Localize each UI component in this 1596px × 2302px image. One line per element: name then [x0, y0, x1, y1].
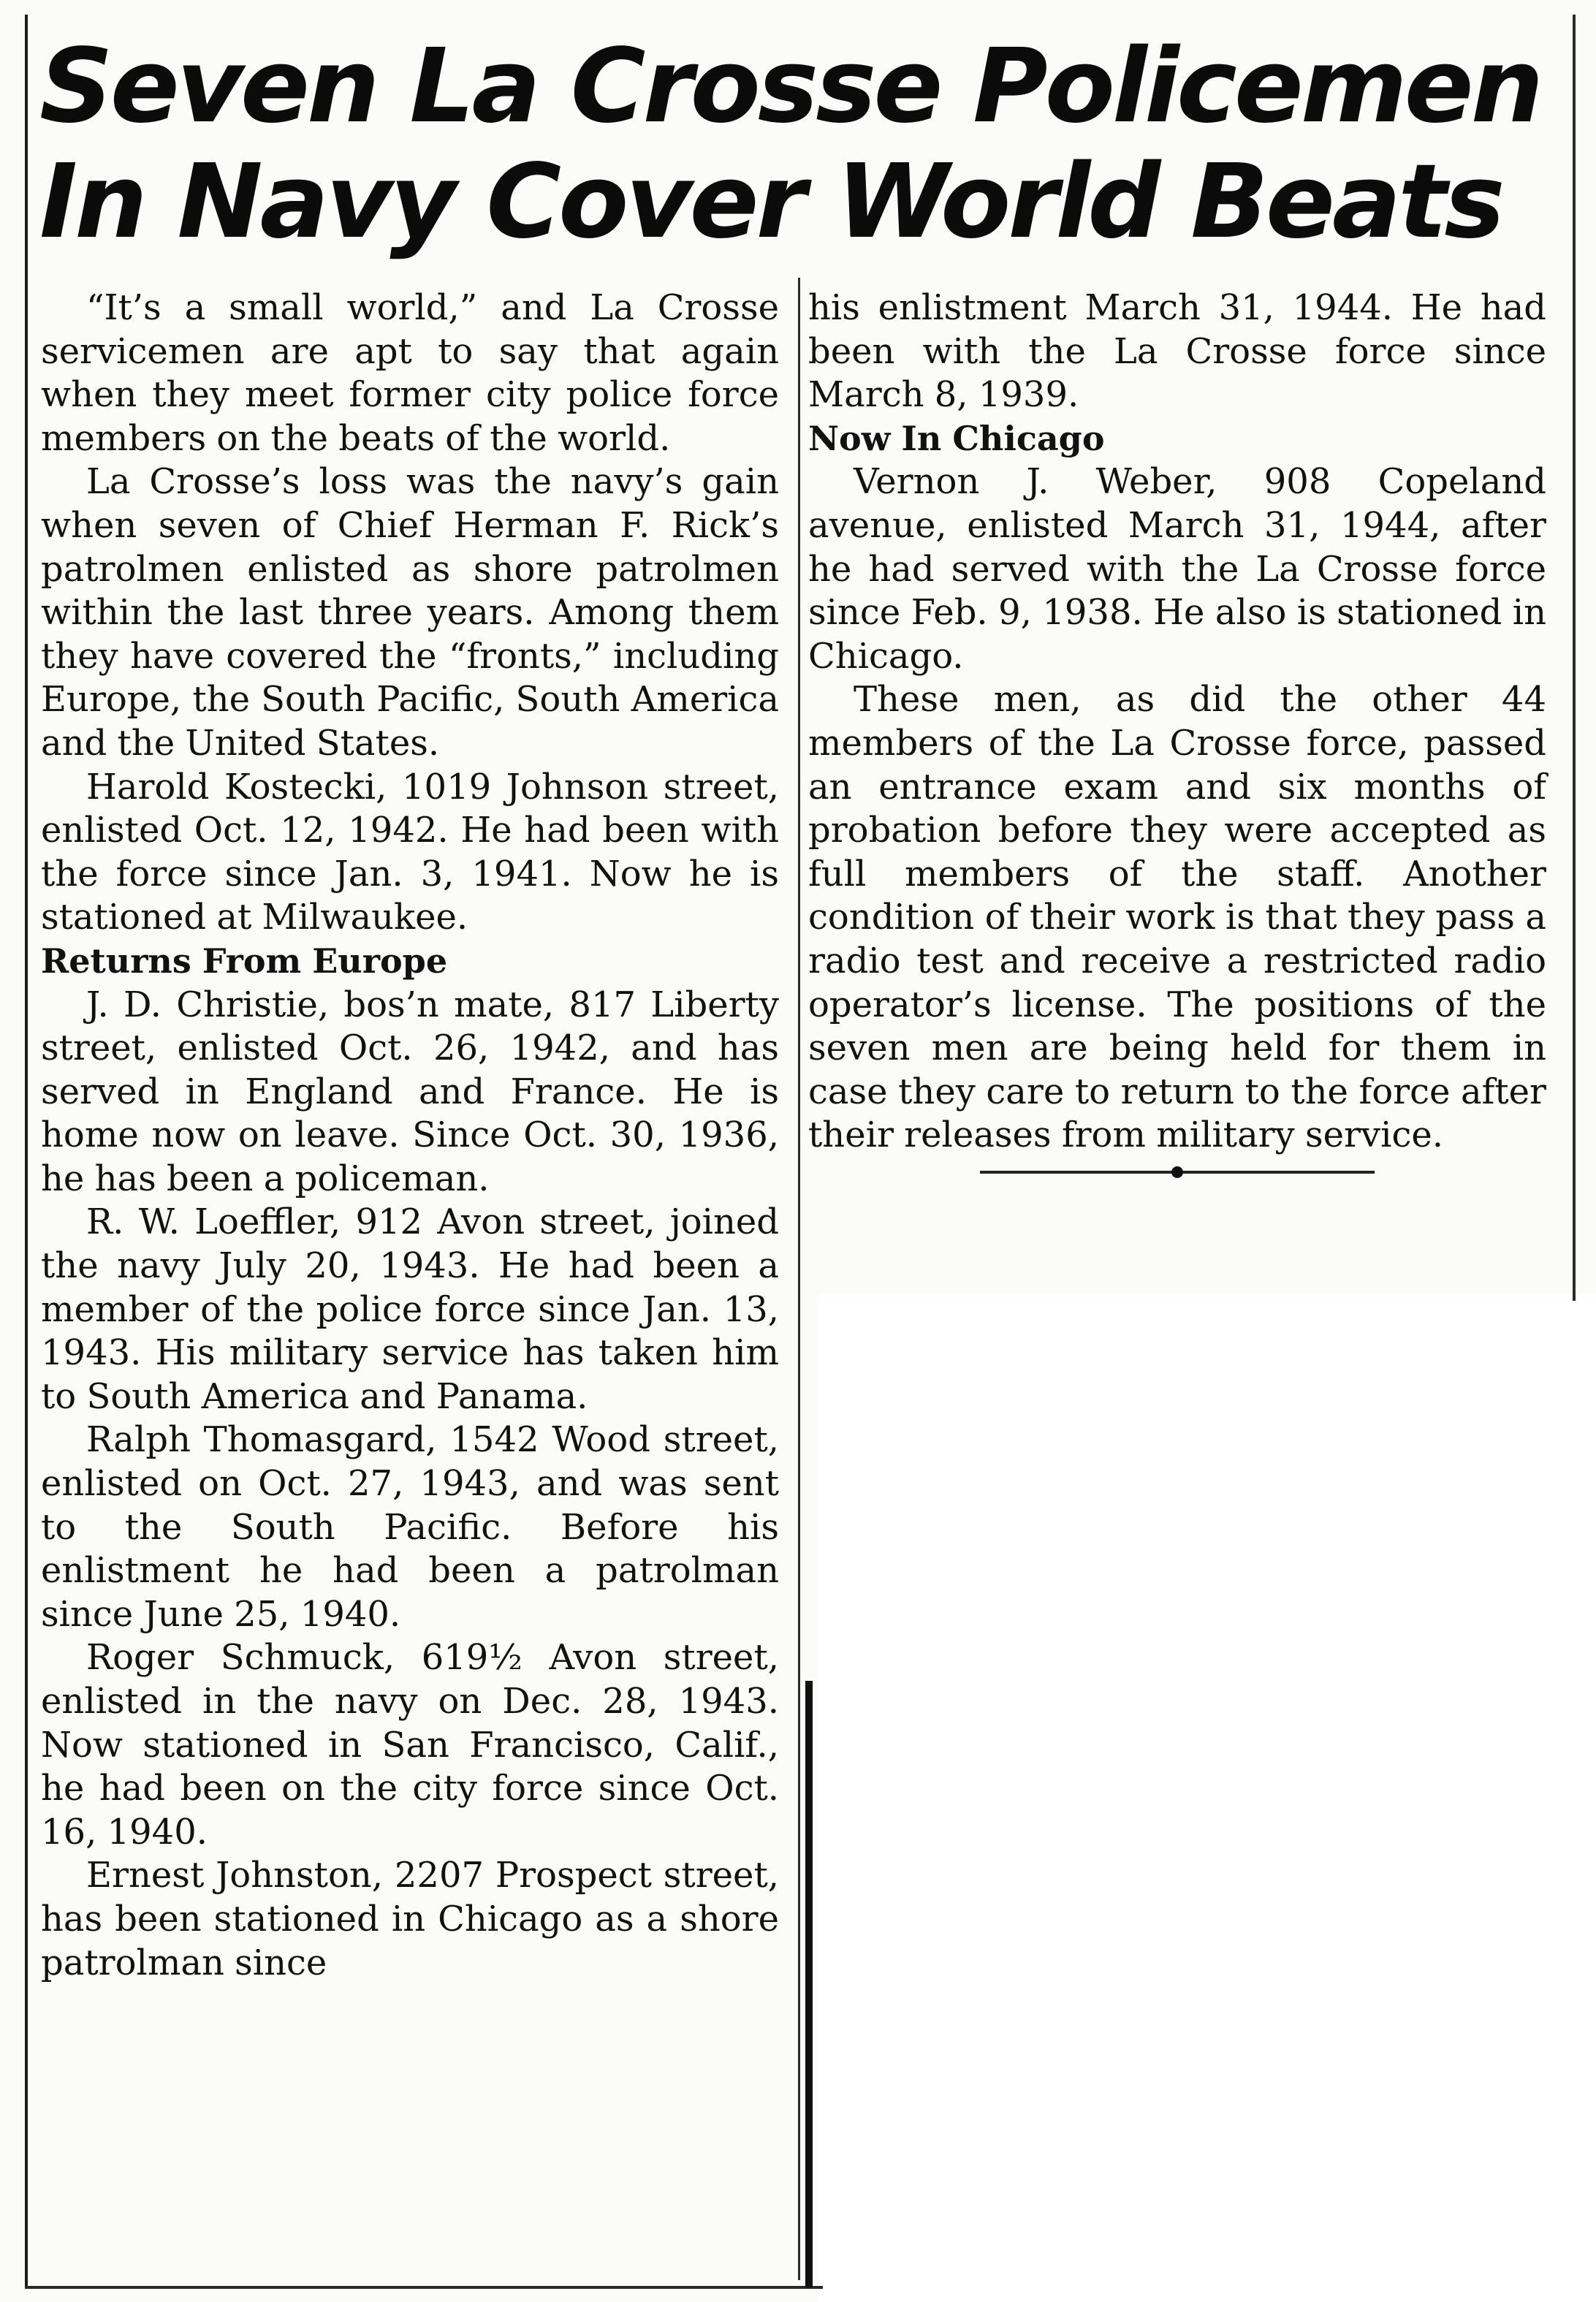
end-rule-dot — [1171, 1166, 1183, 1178]
paragraph-requirements: These men, as did the other 44 members of the La Crosse force, passed an entrance exam and six months of probation before they were accepted as full members of the staff. Another condition of their work is that they pass a radio test and receive a restricted radio operator’s license. The positions of the seven men are being held for them in case they care to return to the force after their releases from military service. — [808, 679, 1546, 1156]
headline-line-2: In Navy Cover World Beats — [39, 143, 1502, 262]
left-border-rule — [25, 15, 28, 2287]
paragraph-weber: Vernon J. Weber, 908 Copeland avenue, enlisted March 31, 1944, after he had served with the La Crosse force since Feb. 9, 1938. He also is stationed in Chicago. — [808, 461, 1546, 677]
headline-line-1: Seven La Crosse Policemen — [39, 27, 1541, 146]
paragraph-loeffler: R. W. Loeffler, 912 Avon street, joined the navy July 20, 1943. He had been a member of the police force since Jan. 13, 1943. His military service has taken him to South America and Panama. — [41, 1201, 779, 1417]
left-column — [41, 286, 779, 1985]
paragraph-johnston-continued: his enlistment March 31, 1944. He had been with the La Crosse force since March 8, 1939. — [808, 287, 1546, 416]
headline — [39, 29, 1559, 260]
bottom-border-rule — [25, 2286, 823, 2289]
paragraph-kostecki: Harold Kostecki, 1019 Johnson street, enlisted Oct. 12, 1942. He had been with the force since Jan. 3, 1941. Now he is stationed at Milwaukee. — [41, 766, 779, 938]
paragraph-loss: La Crosse’s loss was the navy’s gain when seven of Chief Herman F. Rick’s patrolmen enlisted as shore patrolmen within the last three years. Among them they have covered the “fronts,” including Europe, the South Pacific, South America and the United States. — [41, 461, 779, 764]
paragraph-schmuck: Roger Schmuck, 619½ Avon street, enlisted in the navy on Dec. 28, 1943. Now stationed in San Francisco, Calif., he had been on the city force since Oct. 16, 1940. — [41, 1637, 779, 1853]
article-end-rule — [980, 1171, 1375, 1174]
paragraph-thomasgard: Ralph Thomasgard, 1542 Wood street, enlisted on Oct. 27, 1943, and was sent to the South Pacific. Before his enlistment he had been a patrolman since June 25, 1940. — [41, 1419, 779, 1635]
right-border-rule — [1573, 15, 1576, 1301]
blank-area — [818, 1294, 1596, 2302]
paragraph-intro: “It’s a small world,” and La Crosse servicemen are apt to say that again when they meet former city police force members on the beats of the world. — [41, 287, 779, 459]
subhead-returns-from-europe: Returns From Europe — [41, 941, 448, 981]
column-divider-rule — [798, 278, 800, 2280]
subhead-now-in-chicago: Now In Chicago — [808, 418, 1105, 458]
adjacent-column-edge — [805, 1681, 813, 2287]
right-column — [808, 286, 1546, 1174]
paragraph-christie: J. D. Christie, bos’n mate, 817 Liberty street, enlisted Oct. 26, 1942, and has served in England and France. He is home now on leave. Since Oct. 30, 1936, he has been a policeman. — [41, 984, 779, 1199]
paragraph-johnston: Ernest Johnston, 2207 Prospect street, has been stationed in Chicago as a shore patrolman since — [41, 1855, 779, 1983]
